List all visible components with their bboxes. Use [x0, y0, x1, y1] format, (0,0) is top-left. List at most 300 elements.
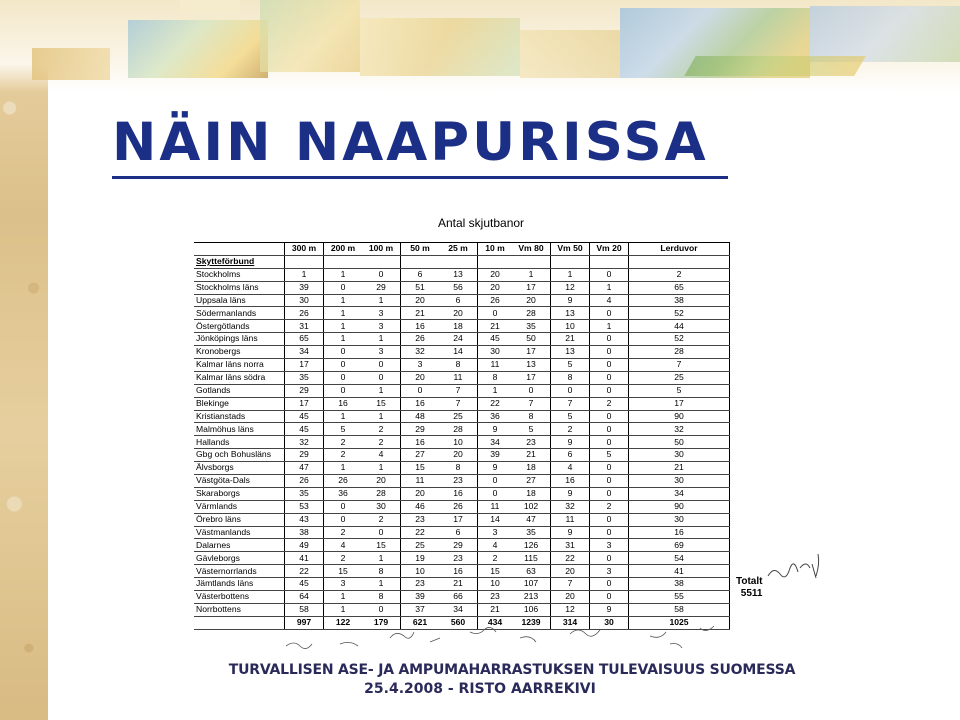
count-cell: 35	[512, 320, 551, 333]
count-cell: 0	[324, 513, 363, 526]
count-cell: 28	[362, 487, 401, 500]
count-cell: 5	[551, 410, 590, 423]
count-cell: 45	[285, 423, 324, 436]
count-cell: 20	[512, 294, 551, 307]
count-cell: 19	[401, 552, 440, 565]
count-cell: 21	[478, 320, 513, 333]
banner-tile	[684, 56, 866, 76]
count-cell: 23	[401, 513, 440, 526]
banner-tile	[128, 20, 268, 78]
federation-name-cell: Dalarnes	[194, 539, 285, 552]
table-row	[194, 462, 730, 475]
count-cell: 10	[551, 320, 590, 333]
count-cell: 17	[512, 371, 551, 384]
count-cell: 36	[324, 487, 363, 500]
count-cell: 90	[629, 410, 730, 423]
count-cell: 1	[324, 591, 363, 604]
total-cell: 122	[324, 616, 363, 629]
count-cell: 12	[551, 603, 590, 616]
count-cell: 24	[439, 333, 478, 346]
count-cell: 3	[362, 307, 401, 320]
total-cell: 560	[439, 616, 478, 629]
count-cell: 10	[401, 565, 440, 578]
count-cell: 15	[362, 397, 401, 410]
count-cell: 3	[362, 320, 401, 333]
count-cell: 58	[629, 603, 730, 616]
table-row	[194, 552, 730, 565]
count-cell: 13	[551, 307, 590, 320]
count-cell: 115	[512, 552, 551, 565]
count-cell: 39	[478, 449, 513, 462]
count-cell: 6	[439, 526, 478, 539]
count-cell: 29	[362, 281, 401, 294]
table-row	[194, 539, 730, 552]
count-cell: 37	[401, 603, 440, 616]
banner-tile	[520, 30, 620, 78]
count-cell: 2	[324, 449, 363, 462]
count-cell: 32	[629, 423, 730, 436]
banner-tile	[810, 6, 960, 62]
count-cell: 31	[551, 539, 590, 552]
table-row	[194, 397, 730, 410]
count-cell: 41	[285, 552, 324, 565]
count-cell: 4	[551, 462, 590, 475]
count-cell: 0	[590, 487, 629, 500]
slide-title: NÄIN NAAPURISSA	[112, 112, 709, 173]
count-cell: 52	[629, 307, 730, 320]
handwritten-note	[760, 546, 830, 606]
count-cell: 0	[590, 475, 629, 488]
count-cell: 7	[512, 397, 551, 410]
footer-date-author: 25.4.2008 - RISTO AARREKIVI	[364, 681, 596, 697]
count-cell: 15	[401, 462, 440, 475]
count-cell: 1	[362, 578, 401, 591]
column-header: 10 m	[478, 243, 513, 256]
count-cell: 8	[362, 591, 401, 604]
count-cell: 41	[629, 565, 730, 578]
count-cell: 23	[439, 552, 478, 565]
table-row	[194, 423, 730, 436]
count-cell: 23	[439, 475, 478, 488]
count-cell: 1	[551, 268, 590, 281]
count-cell: 1	[362, 384, 401, 397]
count-cell: 1	[362, 294, 401, 307]
count-cell: 31	[285, 320, 324, 333]
count-cell: 39	[401, 591, 440, 604]
document-heading: Antal skjutbanor	[438, 216, 525, 230]
count-cell: 38	[629, 294, 730, 307]
count-cell: 25	[401, 539, 440, 552]
count-cell: 29	[439, 539, 478, 552]
count-cell: 26	[439, 500, 478, 513]
federation-name-cell: Kalmar läns södra	[194, 371, 285, 384]
count-cell: 21	[478, 603, 513, 616]
count-cell: 17	[285, 397, 324, 410]
table-row	[194, 513, 730, 526]
column-header: 200 m	[324, 243, 363, 256]
count-cell: 23	[512, 436, 551, 449]
table-row	[194, 410, 730, 423]
total-cell: 621	[401, 616, 440, 629]
count-cell: 5	[512, 423, 551, 436]
count-cell: 0	[401, 384, 440, 397]
count-cell: 10	[478, 578, 513, 591]
count-cell: 30	[629, 513, 730, 526]
count-cell: 1	[362, 410, 401, 423]
count-cell: 17	[512, 281, 551, 294]
count-cell: 18	[439, 320, 478, 333]
count-cell: 0	[362, 359, 401, 372]
count-cell: 0	[512, 384, 551, 397]
table-row	[194, 333, 730, 346]
count-cell: 2	[478, 552, 513, 565]
count-cell: 51	[401, 281, 440, 294]
count-cell: 65	[285, 333, 324, 346]
count-cell: 44	[629, 320, 730, 333]
count-cell: 16	[629, 526, 730, 539]
count-cell: 28	[629, 346, 730, 359]
count-cell: 20	[401, 294, 440, 307]
count-cell: 0	[324, 384, 363, 397]
count-cell: 69	[629, 539, 730, 552]
federation-name-cell: Västerbottens	[194, 591, 285, 604]
count-cell: 20	[551, 565, 590, 578]
count-cell: 1	[324, 333, 363, 346]
count-cell: 49	[285, 539, 324, 552]
count-cell: 18	[512, 462, 551, 475]
count-cell: 9	[478, 423, 513, 436]
federation-name-cell: Skaraborgs	[194, 487, 285, 500]
count-cell: 35	[512, 526, 551, 539]
count-cell: 13	[512, 359, 551, 372]
count-cell: 30	[629, 475, 730, 488]
banner-tile	[260, 0, 360, 72]
count-cell: 2	[324, 436, 363, 449]
count-cell: 34	[629, 487, 730, 500]
federation-name-cell: Örebro läns	[194, 513, 285, 526]
count-cell: 0	[324, 371, 363, 384]
count-cell: 0	[590, 346, 629, 359]
count-cell: 9	[590, 603, 629, 616]
count-cell: 15	[362, 539, 401, 552]
count-cell: 47	[512, 513, 551, 526]
table-row	[194, 384, 730, 397]
count-cell: 0	[590, 578, 629, 591]
title-underline	[112, 176, 728, 179]
count-cell: 45	[285, 410, 324, 423]
count-cell: 8	[439, 462, 478, 475]
count-cell: 47	[285, 462, 324, 475]
shooting-ranges-table	[194, 242, 730, 630]
count-cell: 39	[285, 281, 324, 294]
federation-name-cell: Stockholms	[194, 268, 285, 281]
count-cell: 22	[551, 552, 590, 565]
column-header: 300 m	[285, 243, 324, 256]
count-cell: 11	[551, 513, 590, 526]
count-cell: 0	[324, 500, 363, 513]
count-cell: 20	[478, 268, 513, 281]
federation-name-cell: Värmlands	[194, 500, 285, 513]
count-cell: 90	[629, 500, 730, 513]
count-cell: 21	[629, 462, 730, 475]
federation-name-cell: Kalmar läns norra	[194, 359, 285, 372]
count-cell: 35	[285, 371, 324, 384]
count-cell: 21	[401, 307, 440, 320]
table-row	[194, 268, 730, 281]
count-cell: 0	[590, 384, 629, 397]
count-cell: 0	[478, 307, 513, 320]
table-row	[194, 565, 730, 578]
count-cell: 2	[590, 397, 629, 410]
count-cell: 32	[401, 346, 440, 359]
count-cell: 11	[478, 500, 513, 513]
federation-name-cell: Kristianstads	[194, 410, 285, 423]
total-cell: 179	[362, 616, 401, 629]
footer-event-title: TURVALLISEN ASE- JA AMPUMAHARRASTUKSEN TULEVAISUUS SUOMESSA	[228, 662, 796, 678]
count-cell: 34	[285, 346, 324, 359]
count-cell: 16	[401, 436, 440, 449]
count-cell: 11	[478, 359, 513, 372]
count-cell: 28	[439, 423, 478, 436]
count-cell: 1	[362, 462, 401, 475]
decorative-banner	[0, 0, 960, 92]
count-cell: 23	[478, 591, 513, 604]
count-cell: 9	[478, 462, 513, 475]
count-cell: 26	[478, 294, 513, 307]
count-cell: 213	[512, 591, 551, 604]
count-cell: 15	[478, 565, 513, 578]
total-label: Totalt	[736, 576, 763, 587]
federation-name-cell: Södermanlands	[194, 307, 285, 320]
count-cell: 2	[629, 268, 730, 281]
count-cell: 1	[324, 410, 363, 423]
count-cell: 1	[324, 307, 363, 320]
count-cell: 34	[478, 436, 513, 449]
count-cell: 0	[362, 371, 401, 384]
table-row	[194, 371, 730, 384]
count-cell: 1	[324, 603, 363, 616]
count-cell: 22	[401, 526, 440, 539]
table-row	[194, 500, 730, 513]
count-cell: 0	[590, 359, 629, 372]
count-cell: 8	[478, 371, 513, 384]
count-cell: 3	[478, 526, 513, 539]
federation-name-cell: Jönköpings läns	[194, 333, 285, 346]
count-cell: 0	[362, 603, 401, 616]
count-cell: 50	[629, 436, 730, 449]
count-cell: 20	[439, 449, 478, 462]
count-cell: 0	[362, 268, 401, 281]
count-cell: 17	[629, 397, 730, 410]
count-cell: 22	[285, 565, 324, 578]
count-cell: 1	[324, 268, 363, 281]
count-cell: 17	[512, 346, 551, 359]
count-cell: 15	[324, 565, 363, 578]
column-header: 50 m	[401, 243, 440, 256]
scanned-document	[150, 188, 830, 658]
count-cell: 38	[629, 578, 730, 591]
count-cell: 29	[401, 423, 440, 436]
table-row	[194, 320, 730, 333]
count-cell: 21	[551, 333, 590, 346]
count-cell: 8	[551, 371, 590, 384]
count-cell: 1	[285, 268, 324, 281]
count-cell: 2	[590, 500, 629, 513]
count-cell: 21	[512, 449, 551, 462]
count-cell: 3	[401, 359, 440, 372]
column-header: Vm 80	[512, 243, 551, 256]
table-header-row	[194, 243, 730, 256]
count-cell: 0	[590, 423, 629, 436]
count-cell: 1	[324, 320, 363, 333]
federation-name-cell: Gbg och Bohusläns	[194, 449, 285, 462]
column-header: 25 m	[439, 243, 478, 256]
count-cell: 26	[285, 475, 324, 488]
banner-tile	[360, 18, 520, 76]
count-cell: 0	[590, 513, 629, 526]
federation-name-cell: Gotlands	[194, 384, 285, 397]
table-row	[194, 294, 730, 307]
count-cell: 28	[512, 307, 551, 320]
count-cell: 7	[551, 578, 590, 591]
federation-name-cell: Västernorrlands	[194, 565, 285, 578]
count-cell: 30	[629, 449, 730, 462]
count-cell: 8	[512, 410, 551, 423]
parchment-strip	[0, 0, 48, 720]
count-cell: 0	[324, 346, 363, 359]
count-cell: 0	[590, 436, 629, 449]
federation-name-cell: Blekinge	[194, 397, 285, 410]
count-cell: 27	[512, 475, 551, 488]
count-cell: 2	[551, 423, 590, 436]
count-cell: 46	[401, 500, 440, 513]
count-cell: 11	[401, 475, 440, 488]
count-cell: 52	[629, 333, 730, 346]
count-cell: 2	[362, 423, 401, 436]
total-cell: 1025	[629, 616, 730, 629]
federation-name-cell: Malmöhus läns	[194, 423, 285, 436]
count-cell: 1	[362, 333, 401, 346]
federation-name-cell: Västmanlands	[194, 526, 285, 539]
total-value: 5511	[740, 588, 763, 599]
count-cell: 21	[439, 578, 478, 591]
count-cell: 30	[285, 294, 324, 307]
total-cell: 314	[551, 616, 590, 629]
count-cell: 9	[551, 294, 590, 307]
count-cell: 16	[551, 475, 590, 488]
count-cell: 16	[324, 397, 363, 410]
column-header	[194, 243, 285, 256]
count-cell: 1	[324, 462, 363, 475]
count-cell: 0	[590, 307, 629, 320]
federation-name-cell: Östergötlands	[194, 320, 285, 333]
count-cell: 7	[439, 397, 478, 410]
count-cell: 4	[590, 294, 629, 307]
federation-name-cell: Kronobergs	[194, 346, 285, 359]
count-cell: 7	[629, 359, 730, 372]
count-cell: 2	[324, 552, 363, 565]
count-cell: 29	[285, 449, 324, 462]
count-cell: 0	[590, 333, 629, 346]
count-cell: 7	[551, 397, 590, 410]
count-cell: 20	[439, 307, 478, 320]
count-cell: 64	[285, 591, 324, 604]
count-cell: 17	[439, 513, 478, 526]
column-header: Vm 20	[590, 243, 629, 256]
count-cell: 63	[512, 565, 551, 578]
handwritten-note	[270, 614, 770, 658]
count-cell: 2	[362, 436, 401, 449]
count-cell: 25	[629, 371, 730, 384]
count-cell: 8	[362, 565, 401, 578]
count-cell: 4	[362, 449, 401, 462]
total-summary	[736, 576, 762, 600]
count-cell: 20	[478, 281, 513, 294]
count-cell: 0	[590, 410, 629, 423]
count-cell: 11	[439, 371, 478, 384]
federation-name-cell: Gävleborgs	[194, 552, 285, 565]
count-cell: 22	[478, 397, 513, 410]
count-cell: 45	[285, 578, 324, 591]
count-cell: 5	[551, 359, 590, 372]
count-cell: 3	[324, 578, 363, 591]
federation-name-cell: Norrbottens	[194, 603, 285, 616]
table-row	[194, 449, 730, 462]
count-cell: 0	[324, 359, 363, 372]
count-cell: 0	[590, 268, 629, 281]
federation-name-cell: Hallands	[194, 436, 285, 449]
count-cell: 10	[439, 436, 478, 449]
count-cell: 20	[401, 487, 440, 500]
federation-name-cell: Västgöta-Dals	[194, 475, 285, 488]
total-cell: 997	[285, 616, 324, 629]
table-row	[194, 487, 730, 500]
count-cell: 53	[285, 500, 324, 513]
count-cell: 0	[478, 475, 513, 488]
count-cell: 8	[439, 359, 478, 372]
count-cell: 3	[362, 346, 401, 359]
column-header: 100 m	[362, 243, 401, 256]
federation-name-cell: Älvsborgs	[194, 462, 285, 475]
count-cell: 20	[362, 475, 401, 488]
table-row	[194, 436, 730, 449]
count-cell: 26	[324, 475, 363, 488]
section-row	[194, 255, 730, 268]
count-cell: 16	[401, 397, 440, 410]
count-cell: 1	[324, 294, 363, 307]
count-cell: 29	[285, 384, 324, 397]
count-cell: 0	[590, 462, 629, 475]
count-cell: 23	[401, 578, 440, 591]
count-cell: 5	[590, 449, 629, 462]
count-cell: 56	[439, 281, 478, 294]
table-row	[194, 591, 730, 604]
count-cell: 32	[285, 436, 324, 449]
count-cell: 4	[324, 539, 363, 552]
count-cell: 38	[285, 526, 324, 539]
count-cell: 36	[478, 410, 513, 423]
table-row	[194, 281, 730, 294]
count-cell: 1	[478, 384, 513, 397]
count-cell: 0	[551, 384, 590, 397]
column-header: Vm 50	[551, 243, 590, 256]
banner-tile	[32, 48, 110, 80]
count-cell: 45	[478, 333, 513, 346]
federation-name-cell: Stockholms läns	[194, 281, 285, 294]
banner-tile	[180, 0, 240, 20]
total-cell: 30	[590, 616, 629, 629]
count-cell: 9	[551, 436, 590, 449]
